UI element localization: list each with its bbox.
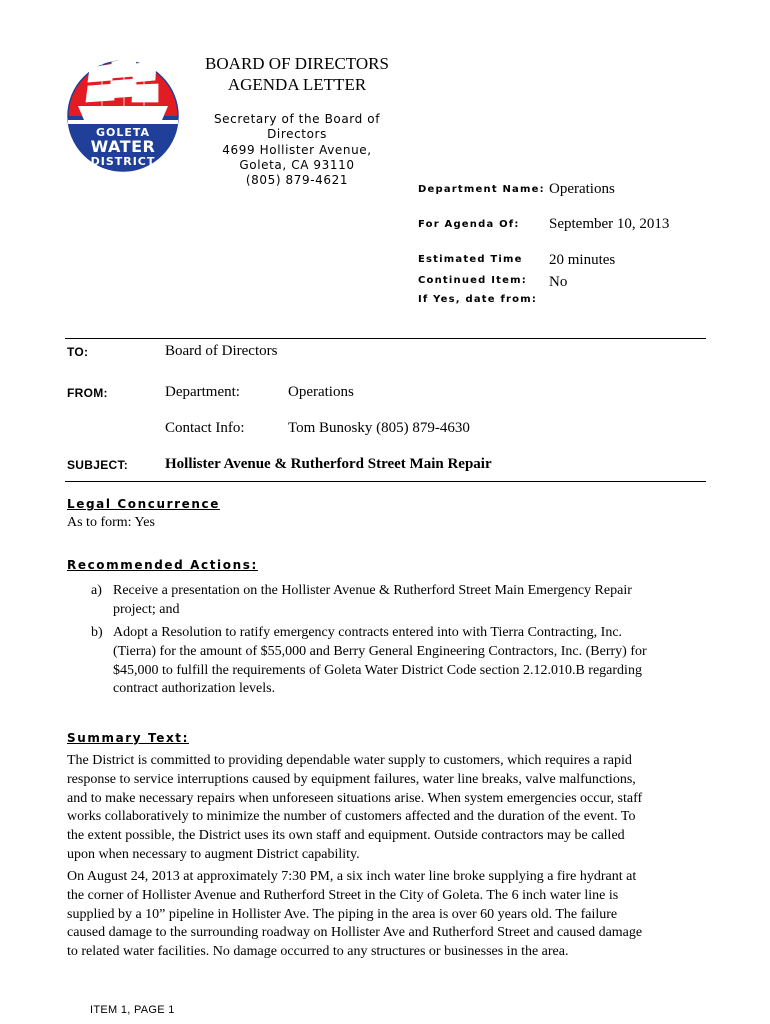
logo-text-water: WATER xyxy=(90,137,156,156)
summary-line: works collaboratively to minimize the number of customers affected and the duration of the event. To xyxy=(67,809,636,825)
summary-line: On August 24, 2013 at approximately 7:30 PM, a six inch water line broke supplying a fire hydrant at xyxy=(67,869,637,884)
contact-info-label: Contact Info: xyxy=(165,420,245,436)
address-line2: Goleta, CA 93110 xyxy=(239,158,355,172)
action-item-b xyxy=(91,624,691,699)
continued-item-label: Continued Item: xyxy=(418,275,527,286)
from-department-label: Department: xyxy=(165,384,240,400)
action-marker: a) xyxy=(91,583,102,598)
contact-info-value: Tom Bunosky (805) 879-4630 xyxy=(288,420,470,436)
logo-text-district: DISTRICT xyxy=(90,155,156,168)
continued-item-value: No xyxy=(549,274,568,290)
action-text-line: project; and xyxy=(113,601,180,617)
summary-line: caused damage to the surrounding roadway on Hollister Ave and Rutherford Street and caused damage xyxy=(67,925,643,941)
action-text-line: Receive a presentation on the Hollister Avenue & Rutherford Street Main Emergency Repair xyxy=(113,583,632,598)
secretary-line2: Directors xyxy=(267,127,327,141)
header-title-line1: BOARD OF DIRECTORS xyxy=(205,54,389,73)
estimated-time-label: Estimated Time xyxy=(418,254,523,265)
page-footer: ITEM 1, PAGE 1 xyxy=(90,1004,175,1016)
action-text-line: (Tierra) for the amount of $55,000 and Berry General Engineering Contractors, Inc. (Berry) for xyxy=(113,643,647,659)
agenda-of-value: September 10, 2013 xyxy=(549,216,670,232)
address-line1: 4699 Hollister Avenue, xyxy=(222,143,372,157)
agenda-of-label: For Agenda Of: xyxy=(418,219,520,230)
action-text-line: contract authorization levels. xyxy=(113,681,276,697)
bottom-divider xyxy=(65,481,706,482)
secretary-line1: Secretary of the Board of xyxy=(213,112,381,126)
summary-line: to related water facilities. No damage occurred to any structures or businesses in the area. xyxy=(67,944,569,960)
summary-paragraph-1 xyxy=(67,752,697,865)
legal-concurrence-text: As to form: Yes xyxy=(67,515,155,530)
header-title-line2: AGENDA LETTER xyxy=(227,75,367,94)
from-label: FROM: xyxy=(67,386,108,400)
summary-line: upon when necessary to augment District capability. xyxy=(67,846,360,862)
if-yes-date-label: If Yes, date from: xyxy=(418,294,538,305)
to-value: Board of Directors xyxy=(165,343,278,359)
recommended-actions-heading: Recommended Actions: xyxy=(67,558,258,572)
estimated-time-value: 20 minutes xyxy=(549,252,616,268)
ship-icon xyxy=(74,52,168,120)
top-divider xyxy=(65,338,706,339)
goleta-water-district-logo xyxy=(64,50,182,182)
summary-line: the extent possible, the District uses its own staff and equipment. Outside contractors may be called xyxy=(67,828,625,844)
from-department-value: Operations xyxy=(288,384,354,400)
legal-concurrence-heading: Legal Concurrence xyxy=(67,497,220,511)
phone: (805) 879-4621 xyxy=(245,173,349,187)
action-text-line: $45,000 to fulfill the requirements of Goleta Water District Code section 2.12.010.B regarding xyxy=(113,662,642,678)
summary-text-heading: Summary Text: xyxy=(67,731,190,745)
summary-line: the corner of Hollister Avenue and Rutherford Street in the City of Goleta. The 6 inch water line is xyxy=(67,887,619,903)
to-label: TO: xyxy=(67,345,89,359)
summary-paragraph-2 xyxy=(67,868,697,962)
summary-line: and to make necessary repairs when unforeseen situations arise. When system emergencies occur, staff xyxy=(67,790,643,806)
department-name-label: Department Name: xyxy=(418,184,545,195)
action-item-a xyxy=(91,582,691,620)
department-name-value: Operations xyxy=(549,181,615,197)
logo-text-goleta: GOLETA xyxy=(95,126,151,139)
subject-label: SUBJECT: xyxy=(67,458,129,472)
subject-value: Hollister Avenue & Rutherford Street Main Repair xyxy=(165,456,492,472)
action-text-line: Adopt a Resolution to ratify emergency contracts entered into with Tierra Contracting, Inc. xyxy=(113,625,623,640)
action-marker: b) xyxy=(91,625,103,640)
summary-line: The District is committed to providing dependable water supply to customers, which requires a rapid xyxy=(67,753,632,768)
summary-line: response to service interruptions caused by equipment failures, water line breaks, valve malfunctions, xyxy=(67,771,636,787)
summary-line: supplied by a 10” pipeline in Hollister Ave. The piping in the area is over 60 years old. The failure xyxy=(67,906,618,922)
